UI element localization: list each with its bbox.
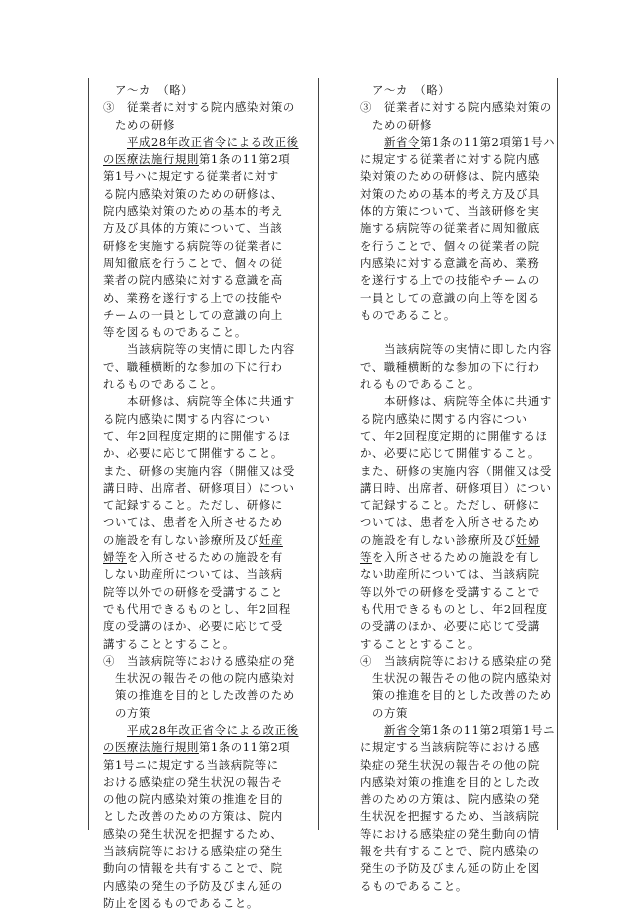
text-segment: の施設を有しない診療所及び: [103, 532, 259, 547]
text-line: て記録すること。ただし、研修に: [360, 498, 540, 513]
text-line: の受講のほか、必要に応じて受講: [360, 619, 540, 634]
text-line: 方及び具体的方策について、当該: [103, 221, 283, 236]
text-line: 等以外での研修を受講することで: [360, 584, 540, 599]
underlined-text: 妊産: [258, 532, 283, 547]
text-line: ついては、患者を入所させるため: [360, 515, 540, 530]
text-line: 善のための方策は、院内感染の発: [360, 792, 540, 807]
text-line: 対策のための基本的考え方及び具: [360, 186, 540, 201]
text-line: 施する病院等の従業者に周知徹底: [360, 221, 540, 236]
text-line: 生状況を把握するため、当該病院: [360, 809, 540, 824]
right-column-revised-text: [360, 82, 556, 895]
text-line: 染対策のための研修は、院内感染: [360, 169, 540, 184]
text-line: [103, 549, 318, 566]
text-line: でも代用できるものとし、年2回程: [103, 601, 291, 616]
text-line: 当該病院等の実情に即した内容: [103, 342, 295, 357]
text-line: の方策: [360, 705, 408, 720]
text-line: [360, 134, 556, 151]
text-line: れるものであること。: [360, 377, 480, 392]
underlined-text: 新省令: [383, 134, 420, 149]
text-line: おける感染症の発生状況の報告そ: [103, 774, 283, 789]
text-line: チームの一員としての意識の向上: [103, 307, 283, 322]
text-segment: を入所させるための施設を有し: [372, 550, 540, 565]
text-line: [360, 722, 556, 739]
table-left-border: [88, 78, 89, 830]
text-segment: 第1条の11第2項第1号ハ: [419, 134, 556, 149]
text-segment: [103, 723, 127, 737]
text-line: しない助産所については、当該病: [103, 567, 283, 582]
underlined-text: 等: [360, 550, 372, 565]
text-line: [103, 134, 318, 151]
text-line: の他の院内感染対策の推進を目的: [103, 792, 283, 807]
text-line: ための研修: [360, 117, 432, 132]
text-line: 当該病院等における感染症の発生: [103, 844, 283, 859]
text-line: で、職種横断的な参加の下に行わ: [360, 359, 540, 374]
text-line: 染症の発生状況の報告その他の院: [360, 757, 540, 772]
text-line: るものであること。: [360, 878, 468, 893]
text-line: て記録すること。ただし、研修に: [103, 498, 283, 513]
text-line: ない助産所については、当該病院: [360, 567, 540, 582]
text-segment: の施設を有しない診療所及び: [360, 532, 516, 547]
text-line: の方策: [103, 705, 151, 720]
underlined-text: 新省令: [383, 722, 420, 737]
text-line: [103, 722, 318, 739]
text-line: することとすること。: [360, 636, 480, 651]
table-right-border: [557, 78, 558, 830]
text-line: 講日時、出席者、研修項目）につい: [103, 480, 295, 495]
text-line: 感染の発生状況を把握するため、: [103, 826, 283, 841]
text-line: 院内感染対策のための基本的考え: [103, 204, 283, 219]
text-line: て、年2回程度定期的に開催するほ: [103, 428, 291, 443]
text-line: 第1号ハに規定する従業者に対す: [103, 169, 279, 184]
underlined-text: の医療法施行規則: [103, 740, 199, 755]
text-line: ものであること。: [360, 307, 456, 322]
text-line: 体的方策について、当該研修を実: [360, 204, 540, 219]
text-line: とした改善のための方策は、院内: [103, 809, 283, 824]
text-line: [103, 739, 318, 756]
text-line: に規定する当該病院等における感: [360, 740, 540, 755]
text-line: ついては、患者を入所させるため: [103, 515, 283, 530]
underlined-text: 妊婦: [515, 532, 540, 547]
text-segment: [103, 135, 127, 149]
text-line: 本研修は、病院等全体に共通す: [103, 394, 295, 409]
text-line: か、必要に応じて開催すること。: [103, 446, 283, 461]
text-line: 度の受講のほか、必要に応じて受: [103, 619, 283, 634]
text-line: 当該病院等の実情に即した内容: [360, 342, 552, 357]
text-line: また、研修の実施内容（開催又は受: [103, 463, 295, 478]
text-line: ④ 当該病院等における感染症の発: [360, 653, 552, 668]
table-center-divider: [318, 78, 319, 830]
text-line: 報を共有することで、院内感染の: [360, 844, 540, 859]
text-line: か、必要に応じて開催すること。: [360, 446, 540, 461]
text-line: れるものであること。: [103, 377, 223, 392]
text-line: 研修を実施する病院等の従業者に: [103, 238, 283, 253]
text-line: 生状況の報告その他の院内感染対: [103, 671, 295, 686]
text-line: 院等以外での研修を受講すること: [103, 584, 283, 599]
text-line: 策の推進を目的とした改善のため: [103, 688, 295, 703]
text-line: 講日時、出席者、研修項目）につい: [360, 480, 552, 495]
text-line: 内感染対策の推進を目的とした改: [360, 774, 540, 789]
text-line: 等における感染症の発生動向の情: [360, 826, 540, 841]
underlined-text: 平成28年改正省令による改正後: [126, 722, 299, 737]
text-line: を遂行する上での技能やチームの: [360, 273, 540, 288]
text-line: ア～カ （略）: [360, 83, 451, 97]
text-line: 内感染の発生の予防及びまん延の: [103, 878, 283, 893]
left-column-current-text: [103, 82, 318, 912]
text-segment: を入所させるための施設を有: [126, 550, 283, 565]
text-line: ア～カ （略）: [103, 83, 194, 97]
text-segment: 第1条の11第2項: [198, 740, 291, 755]
text-line: 等を図るものであること。: [103, 325, 247, 340]
text-segment: [360, 723, 384, 737]
text-line: 内感染に対する意識を高め、業務: [360, 255, 540, 270]
text-line: 発生の予防及びまん延の防止を図: [360, 861, 540, 876]
text-line: [360, 549, 556, 566]
text-line: る院内感染対策のための研修は、: [103, 186, 283, 201]
text-line: 講することとすること。: [103, 636, 235, 651]
text-line: ③ 従業者に対する院内感染対策の: [360, 100, 552, 115]
text-line: [360, 324, 556, 341]
text-line: て、年2回程度定期的に開催するほ: [360, 428, 548, 443]
text-line: 一員としての意識の向上等を図る: [360, 290, 540, 305]
underlined-text: の医療法施行規則: [103, 152, 199, 167]
text-line: 第1号ニに規定する当該病院等に: [103, 757, 279, 772]
text-line: る院内感染に関する内容につい: [103, 411, 271, 426]
text-segment: 第1条の11第2項: [198, 152, 291, 167]
underlined-text: 平成28年改正省令による改正後: [126, 134, 299, 149]
text-line: ④ 当該病院等における感染症の発: [103, 653, 295, 668]
text-line: 本研修は、病院等全体に共通す: [360, 394, 552, 409]
text-line: 周知徹底を行うことで、個々の従: [103, 255, 283, 270]
text-line: ③ 従業者に対する院内感染対策の: [103, 100, 295, 115]
text-line: も代用できるものとし、年2回程度: [360, 601, 548, 616]
text-line: 防止を図るものであること。: [103, 895, 259, 910]
text-line: 業者の院内感染に対する意識を高: [103, 273, 283, 288]
text-line: る院内感染に関する内容につい: [360, 411, 528, 426]
text-segment: [360, 135, 384, 149]
underlined-text: 婦等: [103, 550, 127, 565]
text-segment: 第1条の11第2項第1号ニ: [419, 722, 556, 737]
text-line: 生状況の報告その他の院内感染対: [360, 671, 552, 686]
text-line: 動向の情報を共有することで、院: [103, 861, 283, 876]
text-line: 策の推進を目的とした改善のため: [360, 688, 552, 703]
text-line: ための研修: [103, 117, 175, 132]
text-line: で、職種横断的な参加の下に行わ: [103, 359, 283, 374]
text-line: [360, 532, 556, 549]
text-line: [103, 151, 318, 168]
text-line: に規定する従業者に対する院内感: [360, 152, 540, 167]
text-line: また、研修の実施内容（開催又は受: [360, 463, 552, 478]
text-line: を行うことで、個々の従業者の院: [360, 238, 540, 253]
text-line: め、業務を遂行する上での技能や: [103, 290, 283, 305]
text-line: [103, 532, 318, 549]
